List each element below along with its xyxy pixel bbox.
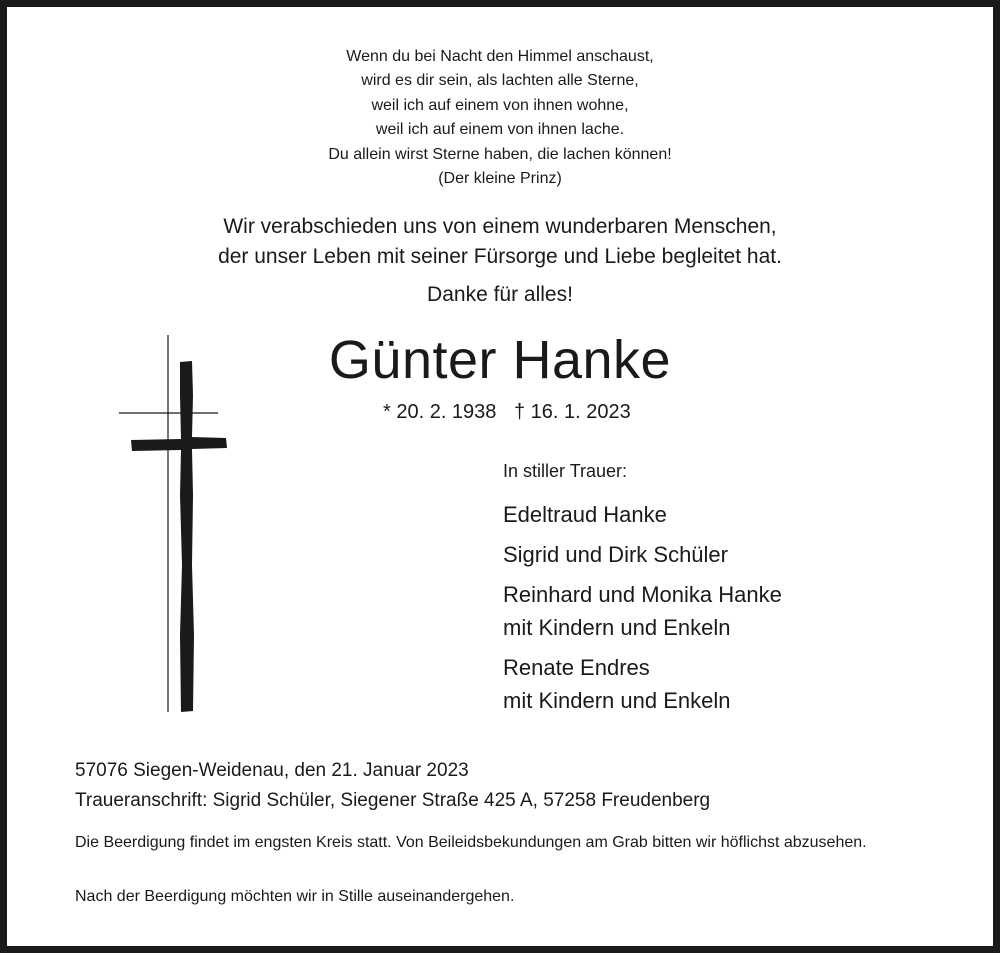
poem-line: Du allein wirst Sterne haben, die lachen können! [328, 145, 672, 163]
poem-source: (Der kleine Prinz) [438, 170, 562, 188]
mourning-address: Traueranschrift: Sigrid Schüler, Siegener Straße 425 A, 57258 Freudenberg [75, 790, 711, 811]
farewell-line: der unser Leben mit seiner Fürsorge und Liebe begleitet hat. [218, 245, 782, 268]
poem-line: weil ich auf einem von ihnen wohne, [371, 96, 629, 114]
poem [0, 45, 1000, 191]
deceased-name: Günter Hanke [328, 330, 672, 390]
mourner-name: Sigrid und Dirk Schüler [503, 542, 728, 567]
poem-line: weil ich auf einem von ihnen lache. [375, 121, 625, 139]
mourner-name: Edeltraud Hanke [503, 502, 667, 527]
mourner-family: mit Kindern und Enkeln [503, 688, 731, 713]
mourner-entry [503, 538, 782, 571]
mourner-name: Renate Endres [503, 655, 650, 680]
mourner-family: mit Kindern und Enkeln [503, 615, 731, 640]
mourner-entry [503, 498, 782, 531]
mourner-entry [503, 578, 782, 644]
mourner-entry [503, 651, 782, 717]
farewell-note: Nach der Beerdigung möchten wir in Stille auseinandergehen. [75, 888, 515, 905]
farewell-line: Wir verabschieden uns von einem wunderbaren Menschen, [223, 215, 777, 238]
farewell-text [0, 212, 1000, 272]
thanks-text: Danke für alles! [427, 283, 573, 306]
mourner-name: Reinhard und Monika Hanke [503, 582, 782, 607]
poem-line: Wenn du bei Nacht den Himmel anschaust, [346, 48, 654, 65]
cross-icon [112, 335, 237, 715]
city: Siegen-Weidenau, [133, 760, 290, 781]
birth-date: * 20. 2. 1938 [383, 401, 497, 423]
death-date: † 16. 1. 2023 [514, 401, 631, 423]
funeral-note: Die Beerdigung findet im engsten Kreis statt. Von Beileidsbekundungen am Grab bitten wir höflichst abzusehen. [75, 834, 867, 851]
mourners-block [503, 458, 782, 724]
poem-line: wird es dir sein, als lachten alle Sterne, [361, 72, 639, 90]
postal-code: 57076 [75, 760, 128, 781]
notice-date: den 21. Januar 2023 [294, 760, 469, 781]
mourners-intro: In stiller Trauer: [503, 461, 628, 481]
place-date [75, 757, 469, 785]
